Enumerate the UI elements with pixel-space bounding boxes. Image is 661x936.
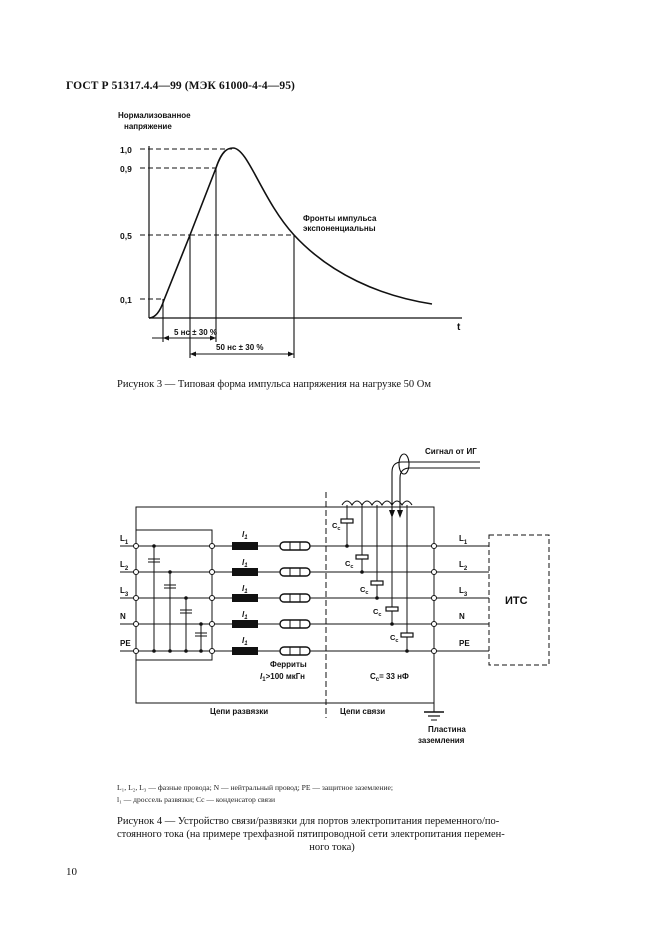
svg-text:L2: $L_2$: [459, 560, 468, 572]
symbol-legend: [117, 782, 547, 806]
svg-text:L1: $L_1$: [459, 534, 468, 546]
pulse-waveform-figure: [0, 100, 661, 380]
figure-3-caption: Рисунок 3 — Типовая форма импульса напряжения на нагрузке 50 Ом: [117, 379, 431, 390]
tick-0-9: 0,9: [120, 164, 132, 174]
svg-text:l1: $l_1$: [242, 610, 248, 621]
cdn-circuit-figure: [0, 430, 661, 770]
duration-label: 50 нс ± 30 %: [216, 343, 264, 352]
pulse-curve: [149, 148, 432, 318]
tick-0-5: 0,5: [120, 231, 132, 241]
svg-text:Cc: $C_c$: [345, 559, 354, 570]
svg-text:Cc: $C_c$: [332, 521, 341, 532]
page-number: 10: [66, 866, 77, 878]
svg-text:l1: $l_1$: [242, 530, 248, 541]
tick-1-0: 1,0: [120, 145, 132, 155]
svg-text:l1: $l_1$: [242, 558, 248, 569]
svg-text:L2: $L_2$: [120, 560, 129, 572]
y-axis-label-line1: Нормализованное: [118, 111, 191, 120]
inductance-label: $l_1>100$ мкГн: [260, 672, 305, 683]
svg-text:N: N: [120, 612, 126, 621]
svg-text:N: N: [459, 612, 465, 621]
legend-line2: l₁ — дроссель развязки; Cс — конденсатор связи: [117, 795, 276, 804]
svg-text:l1: $l_1$: [242, 584, 248, 595]
decoupling-label: Цепи развязки: [210, 707, 269, 716]
ground-label-line1: Пластина: [428, 725, 466, 734]
signal-label: Сигнал от ИГ: [425, 447, 477, 456]
rise-time-label: 5 нс ± 30 %: [174, 328, 218, 337]
svg-text:PE: PE: [459, 639, 470, 648]
document-header: ГОСТ Р 51317.4.4—99 (МЭК 61000-4-4—95): [66, 80, 295, 92]
svg-text:L1: $L_1$: [120, 534, 129, 546]
figure-4-caption: Рисунок 4 — Устройство связи/развязки для портов электропитания переменного/по- стоянного тока (на примере трехфазной пятипроводной сети электропитания перемен- ного тока): [117, 816, 505, 853]
ground-label-line2: заземления: [418, 736, 465, 745]
svg-text:Cc: $C_c$: [373, 607, 382, 618]
ferrites-label: Ферриты: [270, 660, 307, 669]
x-axis-label: t: [457, 322, 461, 333]
capacitance-label: $C_c= 33$ нФ: [370, 672, 409, 683]
svg-text:l1: $l_1$: [242, 636, 248, 647]
annotation-line2: экспоненциальны: [303, 224, 376, 233]
svg-text:Cc: $C_c$: [390, 633, 399, 644]
svg-text:PE: PE: [120, 639, 131, 648]
eut-label: ИТС: [505, 595, 528, 607]
coupling-label: Цепи связи: [340, 707, 386, 716]
svg-text:L3: $L_3$: [120, 586, 129, 598]
svg-text:Cc: $C_c$: [360, 585, 369, 596]
tick-0-1: 0,1: [120, 295, 132, 305]
y-axis-label-line2: напряжение: [124, 122, 172, 131]
annotation-line1: Фронты импульса: [303, 214, 377, 223]
legend-line1: L₁, L₂, L₃ — фазные провода; N — нейтральный провод; PE — защитное заземление;: [117, 783, 394, 792]
svg-text:L3: $L_3$: [459, 586, 468, 598]
